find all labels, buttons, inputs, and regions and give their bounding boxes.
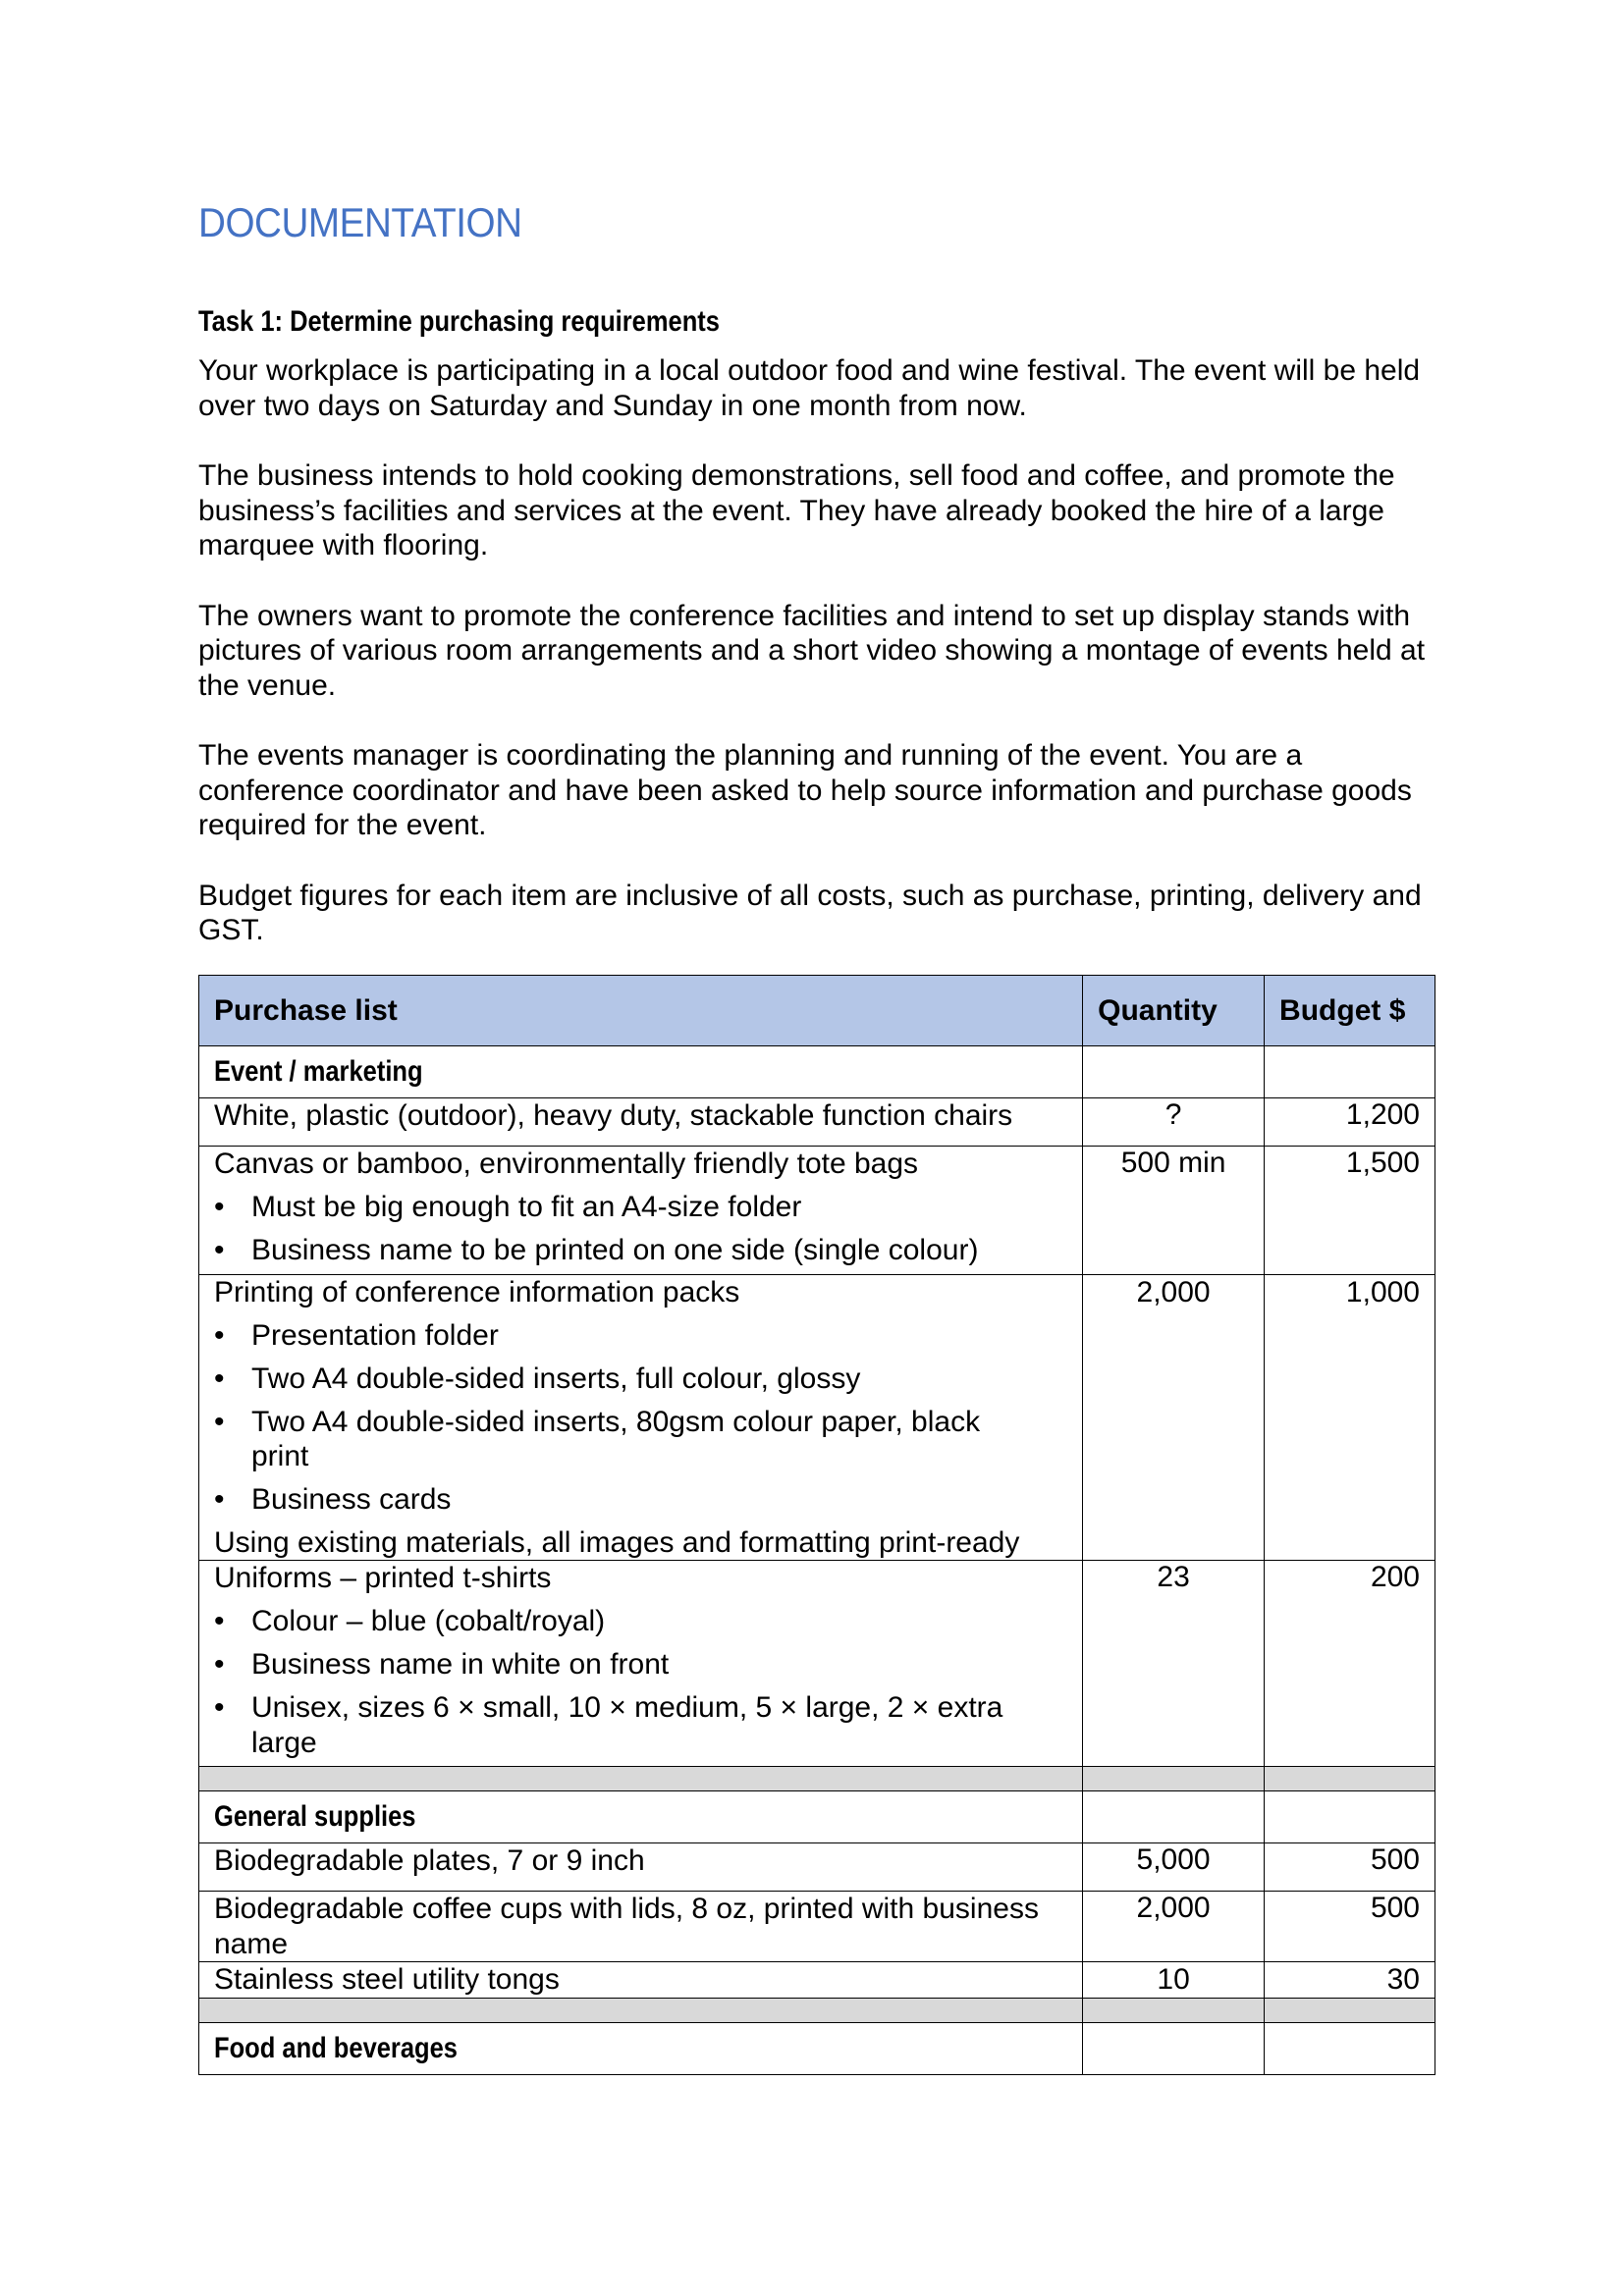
header-budget: Budget $ (1265, 976, 1435, 1046)
item-cups: Biodegradable coffee cups with lids, 8 oz, printed with business name (199, 1892, 1083, 1962)
list-item: • Business name to be printed on one side (single colour) (214, 1233, 1067, 1268)
spacer-row (199, 1998, 1435, 2022)
qty-packs: 2,000 (1083, 1274, 1265, 1561)
paragraph-3: The owners want to promote the conference facilities and intend to set up display stands with pictures of various room arrangements and a short video showing a montage of events held at the venue. (198, 599, 1426, 702)
table-row (199, 1147, 1435, 1275)
uniforms-bullets (214, 1604, 1067, 1760)
table-row (199, 1274, 1435, 1561)
section-row (199, 1791, 1435, 1843)
packs-bullets (214, 1318, 1067, 1518)
qty-tongs: 10 (1083, 1962, 1265, 1999)
budget-chairs: 1,200 (1265, 1098, 1435, 1147)
task-heading: Task 1: Determine purchasing requirements (198, 305, 720, 338)
list-item: • Presentation folder (214, 1318, 1067, 1354)
budget-totes: 1,500 (1265, 1147, 1435, 1275)
budget-tongs: 30 (1265, 1962, 1435, 1999)
section-event-marketing: Event / marketing (214, 1055, 423, 1088)
table-row (199, 1962, 1435, 1999)
header-purchase-list: Purchase list (199, 976, 1083, 1046)
budget-packs: 1,000 (1265, 1274, 1435, 1561)
item-plates: Biodegradable plates, 7 or 9 inch (199, 1843, 1083, 1892)
qty-totes: 500 min (1083, 1147, 1265, 1275)
list-item: • Business name in white on front (214, 1647, 1067, 1682)
item-totes: Canvas or bamboo, environmentally friendly tote bags (214, 1148, 919, 1180)
list-item: • Colour – blue (cobalt/royal) (214, 1604, 1067, 1639)
page-title: DOCUMENTATION (198, 199, 522, 245)
section-row (199, 2022, 1435, 2074)
list-item: • Two A4 double-sided inserts, full colour, glossy (214, 1362, 1067, 1397)
document-body (198, 196, 1435, 948)
budget-uniforms: 200 (1265, 1561, 1435, 1767)
paragraph-2: The business intends to hold cooking demonstrations, sell food and coffee, and promote the business’s facilities and services at the event. They have already booked the hire of a large marquee with flooring. (198, 459, 1395, 561)
budget-plates: 500 (1265, 1843, 1435, 1892)
table-header-row (199, 976, 1435, 1046)
qty-plates: 5,000 (1083, 1843, 1265, 1892)
paragraph-4: The events manager is coordinating the planning and running of the event. You are a conference coordinator and have been asked to help source information and purchase goods required for the event. (198, 739, 1412, 841)
list-item: • Must be big enough to fit an A4-size folder (214, 1190, 1067, 1225)
list-item: • Unisex, sizes 6 × small, 10 × medium, 5 × large, 2 × extra large (214, 1690, 1067, 1760)
budget-cups: 500 (1265, 1892, 1435, 1962)
table-row (199, 1892, 1435, 1962)
item-chairs: White, plastic (outdoor), heavy duty, stackable function chairs (199, 1098, 1083, 1147)
section-general-supplies: General supplies (214, 1800, 416, 1833)
item-tongs: Stainless steel utility tongs (199, 1962, 1083, 1999)
item-packs: Printing of conference information packs (214, 1275, 740, 1308)
section-row (199, 1046, 1435, 1098)
list-item: • Business cards (214, 1482, 1067, 1518)
spacer-row (199, 1767, 1435, 1791)
item-uniforms: Uniforms – printed t-shirts (214, 1562, 552, 1594)
packs-note: Using existing materials, all images and formatting print-ready (214, 1525, 1020, 1559)
section-food-beverages: Food and beverages (214, 2031, 458, 2064)
list-item: • Two A4 double-sided inserts, 80gsm colour paper, black print (214, 1405, 1067, 1474)
table-row (199, 1098, 1435, 1147)
header-quantity: Quantity (1083, 976, 1265, 1046)
qty-chairs: ? (1083, 1098, 1265, 1147)
totes-bullets (214, 1190, 1067, 1268)
table-row (199, 1561, 1435, 1767)
qty-cups: 2,000 (1083, 1892, 1265, 1962)
purchase-table (198, 975, 1435, 2075)
paragraph-1: Your workplace is participating in a local outdoor food and wine festival. The event will be held over two days on Saturday and Sunday in one month from now. (198, 354, 1421, 422)
paragraph-5: Budget figures for each item are inclusive of all costs, such as purchase, printing, delivery and GST. (198, 879, 1422, 946)
table-row (199, 1843, 1435, 1892)
qty-uniforms: 23 (1083, 1561, 1265, 1767)
